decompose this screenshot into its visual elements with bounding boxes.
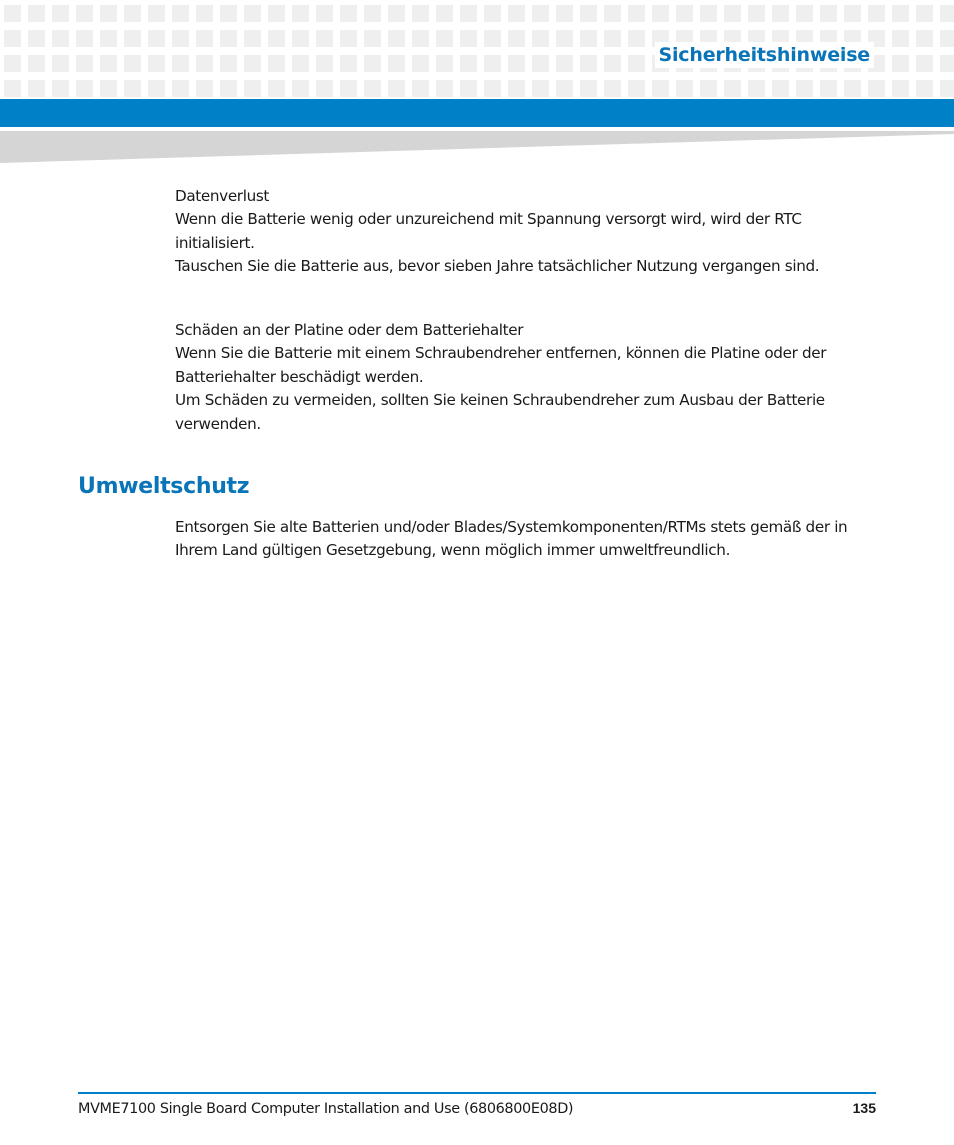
header-tile [244, 5, 261, 22]
header-tile [532, 80, 549, 97]
header-tile [172, 55, 189, 72]
header-tile [340, 30, 357, 47]
header-tile [532, 5, 549, 22]
header-tile [436, 5, 453, 22]
header-tile [52, 55, 69, 72]
header-tile [28, 5, 45, 22]
page-number: 135 [852, 1100, 876, 1116]
header-tile [652, 80, 669, 97]
header-tile [100, 80, 117, 97]
header-tile [556, 55, 573, 72]
header-tile [28, 55, 45, 72]
header-tile [628, 80, 645, 97]
header-tile [76, 55, 93, 72]
header-tile [340, 80, 357, 97]
header-tile [220, 5, 237, 22]
header-tile [484, 30, 501, 47]
header-tile [844, 80, 861, 97]
header-tile [892, 30, 909, 47]
header-tile [676, 80, 693, 97]
header-tile [916, 5, 933, 22]
header-tile [868, 80, 885, 97]
note-text: Um Schäden zu vermeiden, sollten Sie keinen Schraubendreher zum Ausbau der Batterie verwenden. [175, 391, 825, 433]
header-tile [148, 30, 165, 47]
header-tile [460, 80, 477, 97]
header-tile [4, 80, 21, 97]
header-tile [100, 5, 117, 22]
header-tile [100, 55, 117, 72]
header-tile [436, 55, 453, 72]
header-tile [772, 5, 789, 22]
header-tile [580, 80, 597, 97]
header-tile [364, 30, 381, 47]
header-tile [124, 55, 141, 72]
note-data-loss [175, 185, 875, 279]
header-tile [364, 5, 381, 22]
header-tile [196, 80, 213, 97]
header-tile [76, 80, 93, 97]
header-tile [604, 5, 621, 22]
header-tile [28, 30, 45, 47]
note-text: Tauschen Sie die Batterie aus, bevor sieben Jahre tatsächlicher Nutzung vergangen sind. [175, 257, 820, 276]
header-tile [868, 5, 885, 22]
header-tile [748, 5, 765, 22]
header-tile [484, 80, 501, 97]
header-tile [436, 30, 453, 47]
header-tile [388, 5, 405, 22]
header-tile [532, 30, 549, 47]
header-tile [940, 5, 954, 22]
section-heading: Umweltschutz [78, 474, 250, 499]
header-tile [940, 55, 954, 72]
header-tile [820, 80, 837, 97]
header-tile [820, 5, 837, 22]
header-tile [124, 5, 141, 22]
header-tile [388, 55, 405, 72]
header-tile [700, 80, 717, 97]
footer-document-title: MVME7100 Single Board Computer Installation and Use (6806800E08D) [78, 1101, 574, 1117]
header-tile [412, 55, 429, 72]
header-tile [292, 30, 309, 47]
header-grey-wedge [0, 131, 954, 163]
header-tile [892, 80, 909, 97]
header-tile [556, 5, 573, 22]
header-tile [628, 30, 645, 47]
header-tile [916, 30, 933, 47]
header-tile [172, 80, 189, 97]
header-tile [220, 30, 237, 47]
header-tile [748, 80, 765, 97]
header-tile [268, 30, 285, 47]
note-title: Schäden an der Platine oder dem Batteriehalter [175, 321, 524, 339]
note-title: Datenverlust [175, 187, 270, 205]
header-tile [628, 5, 645, 22]
header-tile [268, 80, 285, 97]
header-tile [340, 5, 357, 22]
header-tile [148, 5, 165, 22]
header-tile [892, 55, 909, 72]
header-tile [316, 5, 333, 22]
header-tile [412, 80, 429, 97]
header-tile [124, 30, 141, 47]
header-tile [268, 5, 285, 22]
note-text: Wenn die Batterie wenig oder unzureichend mit Spannung versorgt wird, wird der RTC initialisiert. [175, 210, 802, 252]
header-tile [580, 55, 597, 72]
header-tile [220, 55, 237, 72]
header-tile [412, 5, 429, 22]
header-tile [4, 55, 21, 72]
header-tile [940, 30, 954, 47]
header-tile [460, 55, 477, 72]
header-tile [940, 80, 954, 97]
note-board-damage [175, 319, 875, 436]
header-tile [604, 55, 621, 72]
header-tile [28, 80, 45, 97]
header-tile [724, 5, 741, 22]
header-tile [484, 5, 501, 22]
header-tile [604, 30, 621, 47]
body-paragraph: Entsorgen Sie alte Batterien und/oder Blades/Systemkomponenten/RTMs stets gemäß der in Ihrem Land gültigen Gesetzgebung, wenn möglich immer umweltfreundlich. [175, 518, 848, 560]
header-tile [460, 30, 477, 47]
header-tile [556, 30, 573, 47]
header-tile [100, 30, 117, 47]
header-tile [316, 55, 333, 72]
header-tile [52, 80, 69, 97]
header-tile [796, 5, 813, 22]
header-tile [196, 30, 213, 47]
header-tile [316, 80, 333, 97]
header-tile [244, 55, 261, 72]
header-tile [220, 80, 237, 97]
header-tile [436, 80, 453, 97]
header-tile [844, 5, 861, 22]
header-tile [76, 30, 93, 47]
header-tile [292, 80, 309, 97]
header-tile [172, 30, 189, 47]
header-tile [580, 30, 597, 47]
header-blue-band [0, 99, 954, 127]
footer-rule [78, 1092, 876, 1094]
header-tile [628, 55, 645, 72]
header-tile [892, 5, 909, 22]
header-tile [772, 80, 789, 97]
header-tile [52, 5, 69, 22]
header-tile [364, 80, 381, 97]
header-tile [4, 30, 21, 47]
header-tile [244, 80, 261, 97]
header-tile [148, 80, 165, 97]
header-tile [316, 30, 333, 47]
header-tile [724, 80, 741, 97]
header-tile [196, 5, 213, 22]
header-tile [916, 80, 933, 97]
header-tile [604, 80, 621, 97]
header-tile [4, 5, 21, 22]
header-tile [268, 55, 285, 72]
header-tile [508, 55, 525, 72]
note-text: Wenn Sie die Batterie mit einem Schraubendreher entfernen, können die Platine oder der Batteriehalter beschädigt werden. [175, 344, 827, 386]
header-tile [676, 5, 693, 22]
header-tile [292, 5, 309, 22]
header-tile [388, 30, 405, 47]
header-tile [172, 5, 189, 22]
header-tile [388, 80, 405, 97]
header-tile [652, 5, 669, 22]
section-body [175, 516, 880, 563]
header-tile [916, 55, 933, 72]
header-tile [700, 5, 717, 22]
header-tile [124, 80, 141, 97]
header-tile [148, 55, 165, 72]
header-tile [796, 80, 813, 97]
header-tile [484, 55, 501, 72]
header-tile [460, 5, 477, 22]
header-tile [508, 30, 525, 47]
header-tile [508, 80, 525, 97]
header-tile [76, 5, 93, 22]
header-tile [556, 80, 573, 97]
header-tile [580, 5, 597, 22]
header-tile [508, 5, 525, 22]
header-tile [412, 30, 429, 47]
header-tile [196, 55, 213, 72]
running-header-title: Sicherheitshinweise [655, 42, 874, 68]
header-tile [340, 55, 357, 72]
header-tile [292, 55, 309, 72]
header-tile [532, 55, 549, 72]
header-tile [52, 30, 69, 47]
header-tile [244, 30, 261, 47]
header-tile [364, 55, 381, 72]
